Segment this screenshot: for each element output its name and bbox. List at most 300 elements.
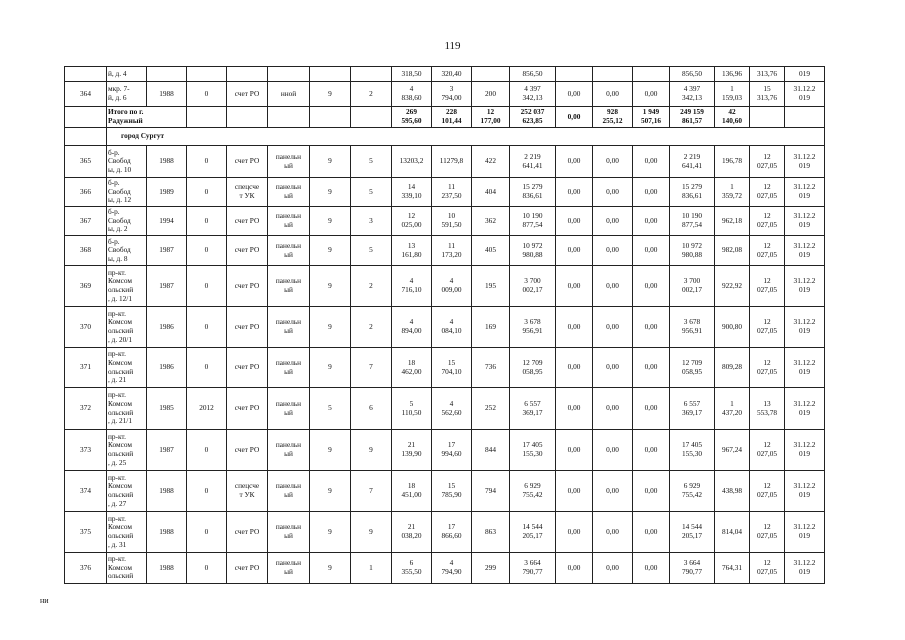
- table-cell: 736: [472, 348, 510, 388]
- table-cell: 3 664 790,77: [670, 553, 715, 584]
- table-cell: 0: [187, 146, 227, 178]
- table-cell: 4 838,60: [392, 82, 432, 107]
- table-cell: 15 313,76: [750, 82, 785, 107]
- table-cell: 0: [187, 553, 227, 584]
- table-row: [65, 178, 825, 207]
- table-body: [65, 67, 825, 584]
- table-cell: 0: [187, 430, 227, 471]
- table-cell: панельн ый: [268, 553, 310, 584]
- table-cell: 1 949 507,16: [633, 107, 670, 128]
- table-cell: 10 972 980,88: [670, 236, 715, 266]
- table-cell: 0,00: [556, 307, 593, 348]
- table-cell: 320,40: [432, 67, 472, 82]
- table-cell: 6 557 369,17: [510, 388, 556, 430]
- table-cell: 12 027,05: [750, 178, 785, 207]
- table-cell: 31.12.2 019: [785, 307, 825, 348]
- table-cell: 9: [310, 266, 351, 307]
- table-cell: 15 704,10: [432, 348, 472, 388]
- table-cell: 31.12.2 019: [785, 430, 825, 471]
- table-cell: спецсче т УК: [227, 471, 268, 512]
- table-cell: [593, 67, 633, 82]
- table-cell: 6 929 755,42: [670, 471, 715, 512]
- table-cell: 362: [472, 207, 510, 236]
- table-cell: 14 339,10: [392, 178, 432, 207]
- table-cell: 169: [472, 307, 510, 348]
- table-cell: 405: [472, 236, 510, 266]
- table-cell: 11 173,20: [432, 236, 472, 266]
- table-cell: 0,00: [556, 207, 593, 236]
- table-cell: [65, 107, 107, 128]
- table-row: [65, 471, 825, 512]
- table-cell: 31.12.2 019: [785, 553, 825, 584]
- city-header-row: [65, 128, 825, 146]
- table-cell: 21 038,20: [392, 512, 432, 553]
- table-cell: 9: [351, 512, 392, 553]
- table-cell: 982,08: [715, 236, 750, 266]
- table-cell: 844: [472, 430, 510, 471]
- table-cell: [310, 107, 351, 128]
- table-cell: 0,00: [633, 348, 670, 388]
- table-cell: [633, 67, 670, 82]
- table-cell: 12 027,05: [750, 512, 785, 553]
- table-cell: 1986: [147, 348, 187, 388]
- table-cell: 4 894,00: [392, 307, 432, 348]
- page-number: 119: [444, 40, 461, 52]
- table-cell: 31.12.2 019: [785, 348, 825, 388]
- table-cell: панельн ый: [268, 207, 310, 236]
- table-cell: 364: [65, 82, 107, 107]
- table-cell: [147, 67, 187, 82]
- table-cell: 0,00: [556, 82, 593, 107]
- table-cell: 0,00: [593, 236, 633, 266]
- table-cell: 371: [65, 348, 107, 388]
- table-cell: 0: [187, 82, 227, 107]
- table-cell: 962,18: [715, 207, 750, 236]
- table-cell: 1988: [147, 553, 187, 584]
- table-cell: 31.12.2 019: [785, 266, 825, 307]
- table-cell: счет РО: [227, 236, 268, 266]
- table-cell: й, д. 4: [107, 67, 147, 82]
- table-cell: 1988: [147, 146, 187, 178]
- table-cell: 6: [351, 388, 392, 430]
- table-cell: 1987: [147, 266, 187, 307]
- table-cell: панельн ый: [268, 348, 310, 388]
- table-cell: счет РО: [227, 146, 268, 178]
- table-cell: 856,50: [510, 67, 556, 82]
- table-cell: 17 866,60: [432, 512, 472, 553]
- table-cell: 12 027,05: [750, 348, 785, 388]
- table-cell: 375: [65, 512, 107, 553]
- table-cell: 365: [65, 146, 107, 178]
- table-cell: 0: [187, 307, 227, 348]
- table-cell: 3 700 002,17: [670, 266, 715, 307]
- table-cell: 1 359,72: [715, 178, 750, 207]
- table-cell: 0,00: [556, 146, 593, 178]
- table-cell: 0,00: [633, 266, 670, 307]
- table-cell: 1989: [147, 178, 187, 207]
- table-cell: панельн ый: [268, 471, 310, 512]
- table-cell: 10 190 877,54: [670, 207, 715, 236]
- table-cell: 14 544 205,17: [510, 512, 556, 553]
- table-cell: счет РО: [227, 307, 268, 348]
- table-cell: [187, 67, 227, 82]
- table-cell: 4 009,00: [432, 266, 472, 307]
- table-row: [65, 266, 825, 307]
- table-cell: 10 190 877,54: [510, 207, 556, 236]
- table-cell: 4 716,10: [392, 266, 432, 307]
- table-cell: 0,00: [593, 178, 633, 207]
- table-cell: 9: [310, 82, 351, 107]
- table-cell: 1994: [147, 207, 187, 236]
- table-cell: 9: [310, 307, 351, 348]
- table-cell: 12 027,05: [750, 266, 785, 307]
- table-cell: 0,00: [593, 348, 633, 388]
- table-cell: 370: [65, 307, 107, 348]
- table-row: [65, 553, 825, 584]
- table-cell: 9: [310, 348, 351, 388]
- table-cell: 12 027,05: [750, 471, 785, 512]
- table-cell: [351, 67, 392, 82]
- table-cell: 3 678 956,91: [510, 307, 556, 348]
- table-cell: 794: [472, 471, 510, 512]
- table-cell: 5: [310, 388, 351, 430]
- table-cell: 0,00: [633, 388, 670, 430]
- table-cell: 17 405 155,30: [510, 430, 556, 471]
- table-cell: панельн ый: [268, 388, 310, 430]
- table-cell: 438,98: [715, 471, 750, 512]
- total-label: Итого по г. Радужный: [107, 107, 187, 128]
- table-cell: [750, 107, 785, 128]
- table-cell: панельн ый: [268, 430, 310, 471]
- table-cell: 4 084,10: [432, 307, 472, 348]
- table-cell: [351, 107, 392, 128]
- table-cell: 0: [187, 512, 227, 553]
- table-cell: 136,96: [715, 67, 750, 82]
- table-cell: 9: [310, 207, 351, 236]
- table-cell: счет РО: [227, 388, 268, 430]
- table-cell: 2: [351, 307, 392, 348]
- table-cell: 12 025,00: [392, 207, 432, 236]
- table-cell: [556, 67, 593, 82]
- table-cell: 5: [351, 236, 392, 266]
- table-cell: 31.12.2 019: [785, 471, 825, 512]
- table-cell: 367: [65, 207, 107, 236]
- table-cell: 31.12.2 019: [785, 82, 825, 107]
- table-cell: 0,00: [556, 388, 593, 430]
- table-cell: 31.12.2 019: [785, 388, 825, 430]
- table-cell: 1987: [147, 236, 187, 266]
- table-cell: 31.12.2 019: [785, 146, 825, 178]
- table-cell: пр-кт. Комсом ольский , д. 25: [107, 430, 147, 471]
- table-cell: пр-кт. Комсом ольский , д. 20/1: [107, 307, 147, 348]
- table-cell: 31.12.2 019: [785, 236, 825, 266]
- table-cell: [268, 67, 310, 82]
- table-cell: пр-кт. Комсом ольский , д. 12/1: [107, 266, 147, 307]
- table-cell: пр-кт. Комсом ольский , д. 21: [107, 348, 147, 388]
- table-cell: счет РО: [227, 82, 268, 107]
- table-cell: 7: [351, 348, 392, 388]
- table-cell: 0,00: [593, 146, 633, 178]
- table-cell: счет РО: [227, 207, 268, 236]
- table-cell: 12 027,05: [750, 430, 785, 471]
- table-cell: 9: [310, 471, 351, 512]
- table-cell: 10 591,50: [432, 207, 472, 236]
- table-cell: б-р. Свобод ы, д. 10: [107, 146, 147, 178]
- table-cell: 6 355,50: [392, 553, 432, 584]
- table-cell: 9: [310, 553, 351, 584]
- table-cell: 0,00: [556, 471, 593, 512]
- table-cell: 2 219 641,41: [510, 146, 556, 178]
- table-cell: 369: [65, 266, 107, 307]
- table-cell: 252 037 623,85: [510, 107, 556, 128]
- table-cell: б-р. Свобод ы, д. 8: [107, 236, 147, 266]
- table-cell: 0,00: [593, 553, 633, 584]
- table-cell: 0,00: [633, 178, 670, 207]
- table-cell: 9: [310, 430, 351, 471]
- table-cell: пр-кт. Комсом ольский , д. 27: [107, 471, 147, 512]
- table-cell: 196,78: [715, 146, 750, 178]
- table-cell: 1: [351, 553, 392, 584]
- table-cell: 31.12.2 019: [785, 207, 825, 236]
- table-cell: счет РО: [227, 512, 268, 553]
- table-cell: 814,04: [715, 512, 750, 553]
- table-cell: 12 027,05: [750, 146, 785, 178]
- table-cell: 12 709 058,95: [510, 348, 556, 388]
- table-cell: 3 664 790,77: [510, 553, 556, 584]
- table-cell: б-р. Свобод ы, д. 2: [107, 207, 147, 236]
- table-cell: 0: [187, 236, 227, 266]
- table-cell: 299: [472, 553, 510, 584]
- table-cell: 12 177,00: [472, 107, 510, 128]
- table-cell: 3: [351, 207, 392, 236]
- table-cell: 0: [187, 348, 227, 388]
- footer-mark: ни: [40, 596, 49, 605]
- table-cell: 1988: [147, 471, 187, 512]
- table-cell: 3 678 956,91: [670, 307, 715, 348]
- table-cell: 019: [785, 67, 825, 82]
- table-cell: 31.12.2 019: [785, 178, 825, 207]
- table-cell: 249 159 861,57: [670, 107, 715, 128]
- table-cell: 12 027,05: [750, 553, 785, 584]
- table-cell: 0,00: [633, 553, 670, 584]
- table-cell: счет РО: [227, 266, 268, 307]
- table-cell: 18 451,00: [392, 471, 432, 512]
- table-cell: 11 237,50: [432, 178, 472, 207]
- table-cell: 6 929 755,42: [510, 471, 556, 512]
- table-cell: панельн ый: [268, 512, 310, 553]
- table-cell: 318,50: [392, 67, 432, 82]
- table-row: [65, 82, 825, 107]
- table-cell: 856,50: [670, 67, 715, 82]
- total-row: [65, 107, 825, 128]
- table-cell: 9: [310, 236, 351, 266]
- table-cell: 9: [310, 512, 351, 553]
- table-cell: 0,00: [556, 348, 593, 388]
- table-cell: спецсче т УК: [227, 178, 268, 207]
- table-cell: 764,31: [715, 553, 750, 584]
- table-cell: 3 794,00: [432, 82, 472, 107]
- table-cell: 0,00: [593, 82, 633, 107]
- table-cell: 1986: [147, 307, 187, 348]
- table-cell: 1988: [147, 512, 187, 553]
- table-cell: [310, 67, 351, 82]
- table-cell: 1987: [147, 430, 187, 471]
- table-cell: 0,00: [556, 107, 593, 128]
- table-cell: 0: [187, 207, 227, 236]
- table-cell: 31.12.2 019: [785, 512, 825, 553]
- table-cell: [187, 107, 227, 128]
- table-cell: счет РО: [227, 348, 268, 388]
- table-cell: 12 027,05: [750, 236, 785, 266]
- table-cell: 0,00: [593, 266, 633, 307]
- table-cell: 15 785,90: [432, 471, 472, 512]
- table-cell: [472, 67, 510, 82]
- table-cell: панельн ый: [268, 146, 310, 178]
- table-cell: 9: [310, 178, 351, 207]
- table-cell: 0,00: [633, 146, 670, 178]
- table-cell: 13203,2: [392, 146, 432, 178]
- table-cell: 366: [65, 178, 107, 207]
- table-cell: 0,00: [593, 388, 633, 430]
- table-cell: 0,00: [556, 553, 593, 584]
- table-cell: счет РО: [227, 430, 268, 471]
- table-cell: 9: [310, 146, 351, 178]
- table-cell: 0,00: [593, 207, 633, 236]
- table-row: [65, 207, 825, 236]
- table-cell: 922,92: [715, 266, 750, 307]
- table-cell: панельн ый: [268, 178, 310, 207]
- table-row: [65, 348, 825, 388]
- table-cell: 17 994,60: [432, 430, 472, 471]
- table-cell: 0,00: [556, 178, 593, 207]
- table-cell: пр-кт. Комсом ольский , д. 31: [107, 512, 147, 553]
- table-cell: 228 101,44: [432, 107, 472, 128]
- table-cell: нной: [268, 82, 310, 107]
- table-cell: 0,00: [593, 471, 633, 512]
- table-cell: 269 595,60: [392, 107, 432, 128]
- table-cell: 863: [472, 512, 510, 553]
- table-cell: 6 557 369,17: [670, 388, 715, 430]
- table-cell: 12 027,05: [750, 307, 785, 348]
- table-cell: 14 544 205,17: [670, 512, 715, 553]
- table-cell: 13 553,78: [750, 388, 785, 430]
- table-cell: 0,00: [633, 82, 670, 107]
- table-cell: 0,00: [633, 471, 670, 512]
- table-cell: 5: [351, 146, 392, 178]
- table-cell: 2 219 641,41: [670, 146, 715, 178]
- table-row: [65, 388, 825, 430]
- table-cell: пр-кт. Комсом ольский , д. 21/1: [107, 388, 147, 430]
- table-cell: 42 140,60: [715, 107, 750, 128]
- table-cell: 967,24: [715, 430, 750, 471]
- table-cell: 0,00: [556, 430, 593, 471]
- table-cell: 17 405 155,30: [670, 430, 715, 471]
- table-cell: 4 562,60: [432, 388, 472, 430]
- table-cell: 0: [187, 471, 227, 512]
- table-cell: 5 110,50: [392, 388, 432, 430]
- table-cell: 0,00: [593, 430, 633, 471]
- table-cell: 1 159,03: [715, 82, 750, 107]
- table-cell: 12 027,05: [750, 207, 785, 236]
- table-cell: 0,00: [593, 512, 633, 553]
- table-cell: [785, 107, 825, 128]
- table-cell: [227, 107, 268, 128]
- table-cell: [227, 67, 268, 82]
- table-cell: 12 709 058,95: [670, 348, 715, 388]
- table-row: [65, 307, 825, 348]
- table-cell: 21 139,90: [392, 430, 432, 471]
- table-cell: 0,00: [633, 512, 670, 553]
- table-cell: 13 161,80: [392, 236, 432, 266]
- table-cell: 1 437,20: [715, 388, 750, 430]
- table-cell: 9: [351, 430, 392, 471]
- table-cell: 372: [65, 388, 107, 430]
- table-cell: [268, 107, 310, 128]
- table-cell: панельн ый: [268, 236, 310, 266]
- table-cell: 0,00: [633, 236, 670, 266]
- housing-repair-table: [64, 66, 825, 584]
- table-cell: 0,00: [633, 430, 670, 471]
- table-cell: 1985: [147, 388, 187, 430]
- table-cell: 374: [65, 471, 107, 512]
- table-cell: 0,00: [556, 266, 593, 307]
- table-row: [65, 236, 825, 266]
- table-cell: 2012: [187, 388, 227, 430]
- table-cell: 15 279 836,61: [670, 178, 715, 207]
- table-cell: 15 279 836,61: [510, 178, 556, 207]
- city-header: город Сургут: [107, 128, 825, 146]
- table-cell: 10 972 980,88: [510, 236, 556, 266]
- table-cell: 0: [187, 266, 227, 307]
- table-cell: 0,00: [556, 512, 593, 553]
- table-cell: 4 397 342,13: [670, 82, 715, 107]
- table-cell: 373: [65, 430, 107, 471]
- table-cell: 404: [472, 178, 510, 207]
- table-cell: 200: [472, 82, 510, 107]
- table-row: [65, 512, 825, 553]
- table-cell: 2: [351, 82, 392, 107]
- table-cell: 0,00: [633, 207, 670, 236]
- table-cell: 928 255,12: [593, 107, 633, 128]
- table-cell: 422: [472, 146, 510, 178]
- table-cell: 2: [351, 266, 392, 307]
- table-cell: 0: [187, 178, 227, 207]
- table-cell: 4 794,90: [432, 553, 472, 584]
- table-cell: 809,28: [715, 348, 750, 388]
- table-cell: 5: [351, 178, 392, 207]
- table-cell: 4 397 342,13: [510, 82, 556, 107]
- table-row: [65, 146, 825, 178]
- table-cell: [65, 128, 107, 146]
- table-cell: 18 462,00: [392, 348, 432, 388]
- table-cell: пр-кт. Комсом ольский: [107, 553, 147, 584]
- table-cell: 0,00: [556, 236, 593, 266]
- table-cell: 368: [65, 236, 107, 266]
- table-cell: 7: [351, 471, 392, 512]
- table-cell: 376: [65, 553, 107, 584]
- table-cell: счет РО: [227, 553, 268, 584]
- table-row: [65, 430, 825, 471]
- table-cell: б-р. Свобод ы, д. 12: [107, 178, 147, 207]
- table-cell: панельн ый: [268, 266, 310, 307]
- table-cell: 0,00: [633, 307, 670, 348]
- table-cell: 195: [472, 266, 510, 307]
- table-cell: 1988: [147, 82, 187, 107]
- table-row: [65, 67, 825, 82]
- table-cell: мкр. 7- й, д. 6: [107, 82, 147, 107]
- table-cell: 313,76: [750, 67, 785, 82]
- table-cell: панельн ый: [268, 307, 310, 348]
